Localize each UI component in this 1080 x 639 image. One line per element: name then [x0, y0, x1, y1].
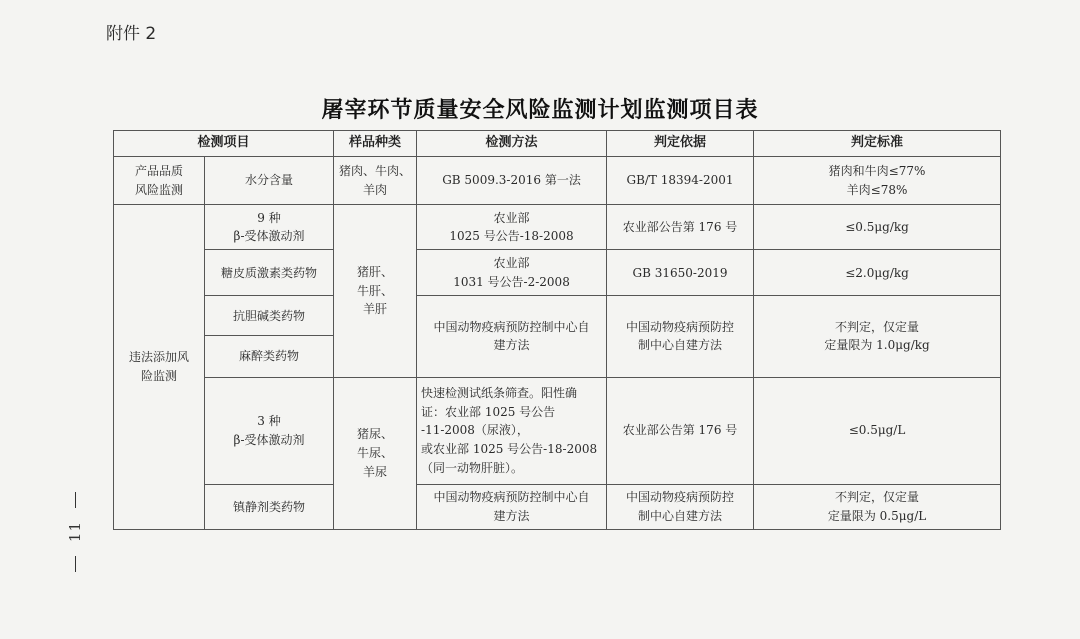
page-number [66, 492, 84, 572]
page-title: 屠宰环节质量安全风险监测计划监测项目表 [321, 97, 759, 123]
basis-cell: GB 31650-2019 [607, 250, 754, 296]
group-cell-illegal-additive: 违法添加风 险监测 [114, 205, 205, 530]
standard-cell: ≤2.0μg/kg [754, 250, 1001, 296]
table-row [114, 205, 1001, 250]
basis-cell: 中国动物疫病预防控 制中心自建方法 [607, 484, 754, 529]
table-header-row [114, 131, 1001, 157]
table-row [114, 157, 1001, 205]
method-cell: 快速检测试纸条筛查。阳性确 证：农业部 1025 号公告 -11-2008（尿液）， 或农业部 1025 号公告-18-2008 （同一动物肝脏）。 [417, 377, 607, 484]
method-cell: GB 5009.3-2016 第一法 [417, 157, 607, 205]
item-cell: 水分含量 [205, 157, 334, 205]
basis-cell: 农业部公告第 176 号 [607, 377, 754, 484]
col-header-basis: 判定依据 [607, 131, 754, 157]
item-cell: 9 种 β-受体激动剂 [205, 205, 334, 250]
basis-cell: 中国动物疫病预防控 制中心自建方法 [607, 296, 754, 377]
method-cell: 中国动物疫病预防控制中心自 建方法 [417, 484, 607, 529]
standard-cell: 不判定，仅定量 定量限为 0.5μg/L [754, 484, 1001, 529]
basis-cell: 农业部公告第 176 号 [607, 205, 754, 250]
col-header-standard: 判定标准 [754, 131, 1001, 157]
page-number-dash-bottom [75, 556, 76, 572]
col-header-item: 检测项目 [114, 131, 334, 157]
sample-cell: 猪肉、牛肉、 羊肉 [334, 157, 417, 205]
method-cell: 中国动物疫病预防控制中心自 建方法 [417, 296, 607, 377]
table-row [114, 296, 1001, 336]
method-cell: 农业部 1031 号公告-2-2008 [417, 250, 607, 296]
standard-cell: 猪肉和牛肉≤77% 羊肉≤78% [754, 157, 1001, 205]
sample-cell-urine: 猪尿、 牛尿、 羊尿 [334, 377, 417, 529]
item-cell: 镇静剂类药物 [205, 484, 334, 529]
attachment-label: 附件 2 [106, 24, 157, 44]
table-row [114, 377, 1001, 484]
col-header-method: 检测方法 [417, 131, 607, 157]
basis-cell: GB/T 18394-2001 [607, 157, 754, 205]
method-cell: 农业部 1025 号公告-18-2008 [417, 205, 607, 250]
item-cell: 麻醉类药物 [205, 336, 334, 377]
item-cell: 糖皮质激素类药物 [205, 250, 334, 296]
item-cell: 抗胆碱类药物 [205, 296, 334, 336]
col-header-sample: 样品种类 [334, 131, 417, 157]
table-row [114, 250, 1001, 296]
standard-cell: ≤0.5μg/kg [754, 205, 1001, 250]
table-row [114, 484, 1001, 529]
page-number-dash-top [75, 492, 76, 508]
monitoring-items-table [113, 130, 1001, 530]
standard-cell: ≤0.5μg/L [754, 377, 1001, 484]
sample-cell-liver: 猪肝、 牛肝、 羊肝 [334, 205, 417, 377]
group-cell-product-quality: 产品品质 风险监测 [114, 157, 205, 205]
page-number-value: 11 [66, 521, 84, 543]
standard-cell: 不判定，仅定量 定量限为 1.0μg/kg [754, 296, 1001, 377]
item-cell: 3 种 β-受体激动剂 [205, 377, 334, 484]
